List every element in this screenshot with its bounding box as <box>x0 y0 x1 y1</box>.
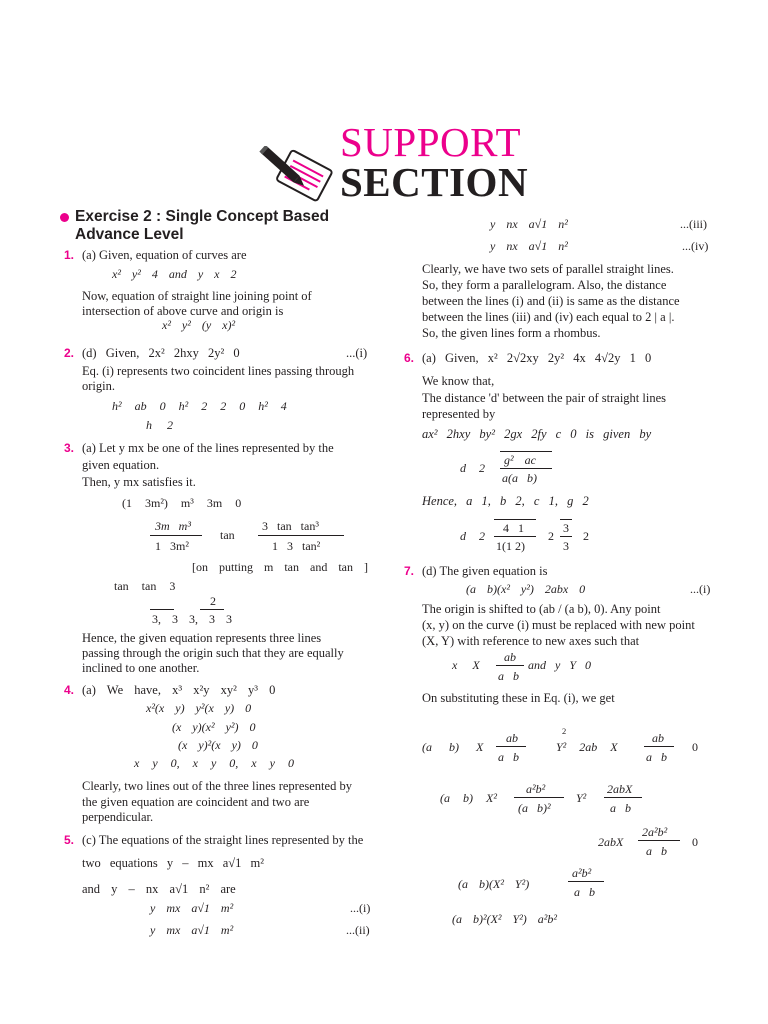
q3-paragraph-2: Then, y mx satisfies it. <box>82 475 196 489</box>
col2-tag-4: ...(iv) <box>682 239 709 253</box>
q1-equation-1: x² y² 4 and y x 2 <box>112 267 237 281</box>
col2-equation-4: y nx a√1 n² <box>490 239 568 253</box>
section-title-support: SUPPORT <box>340 119 522 165</box>
q4-paragraph-2: the given equation are coincident and two are <box>82 795 310 809</box>
q3-note: [on putting m tan and tan ] <box>192 560 368 574</box>
radical-bar <box>500 451 552 452</box>
q7-equation-5-denominator: a b <box>646 844 667 858</box>
q6-paragraph-2: The distance 'd' between the pair of straight lines <box>422 391 667 405</box>
q7-intro: (d) The given equation is <box>422 564 548 578</box>
q3-paragraph-5: inclined to one another. <box>82 661 200 675</box>
q7-equation-2-rhs: and y Y 0 <box>528 658 591 672</box>
q7-equation-4-denominator: (a b)² <box>518 801 551 815</box>
pencil-notepad-icon <box>255 146 343 204</box>
bullet-dot <box>60 213 69 222</box>
q7-equation-2-numerator: ab <box>504 650 516 664</box>
q3-paragraph-3: Hence, the given equation represents three lines <box>82 631 322 645</box>
q7-paragraph-3: (X, Y) with reference to new axes such that <box>422 634 640 648</box>
q4-paragraph-1: Clearly, two lines out of the three lines represented by <box>82 779 352 793</box>
q7-equation-4-denominator-2: a b <box>610 801 631 815</box>
fraction-bar <box>500 468 552 469</box>
q4-equation-4: x y 0, x y 0, x y 0 <box>134 756 294 770</box>
q6-equation-2-root-numerator: 3 <box>563 521 569 535</box>
q7-equation-3-numerator: ab <box>506 731 518 745</box>
q3-paragraph-1: given equation. <box>82 458 160 472</box>
fraction-bar <box>496 746 526 747</box>
q7-equation-3-y: Y² 2ab X <box>556 740 618 754</box>
q7-paragraph-1: The origin is shifted to (ab / (a b), 0). Any point <box>422 602 661 616</box>
q3-fraction-1-numerator: 3m m³ <box>155 519 191 533</box>
q1-equation-2: x² y² (y x)² <box>162 318 236 332</box>
q3-intro: (a) Let y mx be one of the lines represented by the <box>82 441 334 455</box>
question-number: 3. <box>64 441 75 455</box>
q6-equation-2-denominator: 1(1 2) <box>496 539 525 553</box>
q1-paragraph-2: intersection of above curve and origin is <box>82 304 284 318</box>
q3-fraction-2-numerator: 3 tan tan³ <box>262 519 319 533</box>
fraction-bar <box>200 609 224 610</box>
q2-equation-1: h² ab 0 h² 2 2 0 h² 4 <box>112 399 287 413</box>
fraction-bar <box>560 536 572 537</box>
col2-paragraph-5: So, the given lines form a rhombus. <box>422 326 601 340</box>
question-number: 5. <box>64 833 75 847</box>
fraction-bar <box>496 665 524 666</box>
q4-equation-2: (x y)(x² y²) 0 <box>172 720 256 734</box>
col2-tag-3: ...(iii) <box>680 217 707 231</box>
q5-equation-2: y mx a√1 m² <box>150 923 234 937</box>
q5-intro: (c) The equations of the straight lines represented by the <box>82 833 364 847</box>
q7-equation-4-numerator: a²b² <box>526 782 546 796</box>
q5-paragraph-2: and y – nx a√1 n² are <box>82 882 236 896</box>
q1-intro: (a) Given, equation of curves are <box>82 248 247 262</box>
q3-equation-4-top: 2 <box>210 594 216 608</box>
q7-tag: ...(i) <box>690 582 711 596</box>
q6-paragraph-5: Hence, a 1, b 2, c 1, g 2 <box>422 494 589 508</box>
q4-equation-3: (x y)²(x y) 0 <box>178 738 258 752</box>
fraction-bar <box>514 797 564 798</box>
q7-equation-2-lhs: x X <box>452 658 480 672</box>
q6-equation-2-mid: 2 <box>548 529 554 543</box>
col2-paragraph-4: between the lines (iii) and (iv) each equal to 2 | a |. <box>422 310 675 324</box>
q7-paragraph-4: On substituting these in Eq. (i), we get <box>422 691 615 705</box>
q3-equation-1: (1 3m²) m³ 3m 0 <box>122 496 242 510</box>
q2-paragraph-1: Eq. (i) represents two coincident lines passing through <box>82 364 355 378</box>
radical-bar <box>494 519 536 520</box>
fraction-bar <box>494 536 536 537</box>
col2-paragraph-1: Clearly, we have two sets of parallel straight lines. <box>422 262 674 276</box>
fraction-bar <box>638 840 680 841</box>
q7-equation-2-denominator: a b <box>498 669 519 683</box>
radical-bar <box>560 519 572 520</box>
q6-equation-2-end: 2 <box>583 529 589 543</box>
q7-equation-5: 2abX <box>598 835 624 849</box>
q7-equation-3: (a b) X <box>422 740 484 754</box>
q6-equation-2-lhs: d 2 <box>460 529 485 543</box>
q3-fraction-1-denominator: 1 3m² <box>155 539 189 553</box>
question-number: 7. <box>404 564 415 578</box>
col2-equation-3: y nx a√1 n² <box>490 217 568 231</box>
q7-equation-3-square: 2 <box>562 726 567 736</box>
q3-fraction-2-denominator: 1 3 tan² <box>272 539 321 553</box>
fraction-bar <box>604 797 642 798</box>
q7-equation-6-denominator: a b <box>574 885 595 899</box>
q5-tag-1: ...(i) <box>350 901 371 915</box>
fraction-bar <box>644 746 674 747</box>
q2-paragraph-2: origin. <box>82 379 115 393</box>
q6-intro: (a) Given, x² 2√2xy 2y² 4x 4√2y 1 0 <box>422 351 652 365</box>
q4-intro: (a) We have, x³ x²y xy² y³ 0 <box>82 683 276 697</box>
question-number: 1. <box>64 248 75 262</box>
q5-paragraph-1: two equations y – mx a√1 m² <box>82 856 265 870</box>
q7-equation-6: (a b)(X² Y²) <box>458 877 530 891</box>
question-number: 2. <box>64 346 75 360</box>
q3-equation-3: tan tan 3 <box>114 579 176 593</box>
q7-paragraph-2: (x, y) on the curve (i) must be replaced with new point <box>422 618 695 632</box>
question-number: 4. <box>64 683 75 697</box>
q7-equation-4: (a b) X² <box>440 791 497 805</box>
fraction-bar <box>258 535 344 536</box>
col2-paragraph-3: between the lines (i) and (ii) is same as the distance <box>422 294 680 308</box>
q6-equation-2-numerator: 4 1 <box>503 521 524 535</box>
q7-equation-5-numerator: 2a²b² <box>642 825 668 839</box>
q2-intro: (d) Given, 2x² 2hxy 2y² 0 <box>82 346 240 360</box>
q1-paragraph-1: Now, equation of straight line joining point of <box>82 289 312 303</box>
col2-paragraph-2: So, they form a parallelogram. Also, the distance <box>422 278 667 292</box>
fraction-bar <box>150 535 202 536</box>
q7-equation-1: (a b)(x² y²) 2abx 0 <box>466 582 586 596</box>
q2-equation-2: h 2 <box>146 418 173 432</box>
q7-equation-7: (a b)²(X² Y²) a²b² <box>452 912 557 926</box>
exercise-heading-line2: Advance Level <box>75 226 184 243</box>
question-number: 6. <box>404 351 415 365</box>
q7-equation-4-y: Y² <box>576 791 587 805</box>
q3-tan-label: tan <box>220 528 235 542</box>
q7-equation-5-end: 0 <box>692 835 698 849</box>
q5-tag-2: ...(ii) <box>346 923 370 937</box>
q7-equation-3-denominator-2: a b <box>646 750 667 764</box>
fraction-bar <box>150 609 174 610</box>
q2-tag: ...(i) <box>346 346 368 360</box>
q6-paragraph-1: We know that, <box>422 374 495 388</box>
q5-equation-1: y mx a√1 m² <box>150 901 234 915</box>
q6-equation-1-numerator: g² ac <box>504 453 536 467</box>
q6-paragraph-3: represented by <box>422 407 496 421</box>
q6-equation-1-denominator: a(a b) <box>502 471 537 485</box>
q4-paragraph-3: perpendicular. <box>82 810 154 824</box>
q6-paragraph-4: ax² 2hxy by² 2gx 2fy c 0 is given by <box>422 427 652 441</box>
q3-equation-4: 3, 3 3, 3 3 <box>152 612 232 626</box>
q6-equation-1-lhs: d 2 <box>460 461 485 475</box>
q4-equation-1: x²(x y) y²(x y) 0 <box>146 701 252 715</box>
q7-equation-3-denominator: a b <box>498 750 519 764</box>
fraction-bar <box>568 881 604 882</box>
q7-equation-3-end: 0 <box>692 740 698 754</box>
q7-equation-3-numerator-2: ab <box>652 731 664 745</box>
q6-equation-2-root-denominator: 3 <box>563 539 569 553</box>
exercise-heading-line1: Exercise 2 : Single Concept Based <box>75 208 330 225</box>
q7-equation-6-numerator: a²b² <box>572 866 592 880</box>
q7-equation-4-numerator-2: 2abX <box>607 782 633 796</box>
section-title-section: SECTION <box>340 159 529 205</box>
q3-paragraph-4: passing through the origin such that they are equally <box>82 646 344 660</box>
